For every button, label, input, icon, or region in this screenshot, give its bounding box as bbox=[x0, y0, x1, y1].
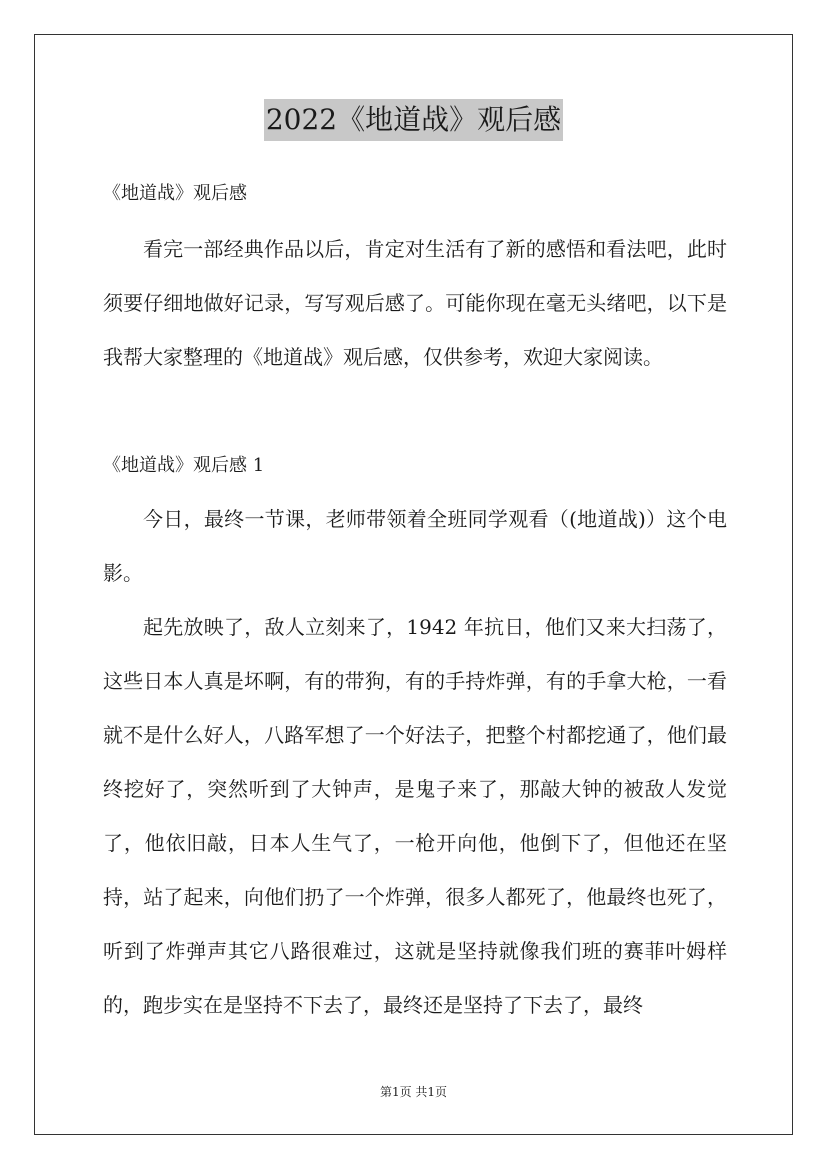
document-title-wrapper bbox=[0, 99, 827, 141]
page-footer: 第1页 共1页 bbox=[379, 1085, 448, 1099]
subtitle-heading: 《地道战》观后感 bbox=[103, 183, 247, 204]
document-title: 2022《地道战》观后感 bbox=[264, 99, 563, 141]
body-paragraph-1: 今日，最终一节课，老师带领着全班同学观看（(地道战)）这个电影。 bbox=[103, 507, 727, 585]
intro-paragraph: 看完一部经典作品以后，肯定对生活有了新的感悟和看法吧，此时须要仔细地做好记录，写写观后感了。可能你现在毫无头绪吧，以下是我帮大家整理的《地道战》观后感，仅供参考，欢迎大家阅读。 bbox=[103, 237, 727, 369]
section-heading: 《地道战》观后感 1 bbox=[103, 455, 265, 476]
body-paragraph-2: 起先放映了，敌人立刻来了，1942 年抗日，他们又来大扫荡了，这些日本人真是坏啊，有的带狗，有的手持炸弹，有的手拿大枪，一看就不是什么好人，八路军想了一个好法子，把整个村都挖通了，他们最终挖好了，突然听到了大钟声，是鬼子来了，那敲大钟的被敌人发觉了，他依旧敲，日本人生气了，一枪开向他，他倒下了，但他还在坚持，站了起来，向他们扔了一个炸弹，很多人都死了，他最终也死了，听到了炸弹声其它八路很难过，这就是坚持就像我们班的赛菲叶姆样的，跑步实在是坚持不下去了，最终还是坚持了下去了，最终 bbox=[103, 615, 727, 1017]
